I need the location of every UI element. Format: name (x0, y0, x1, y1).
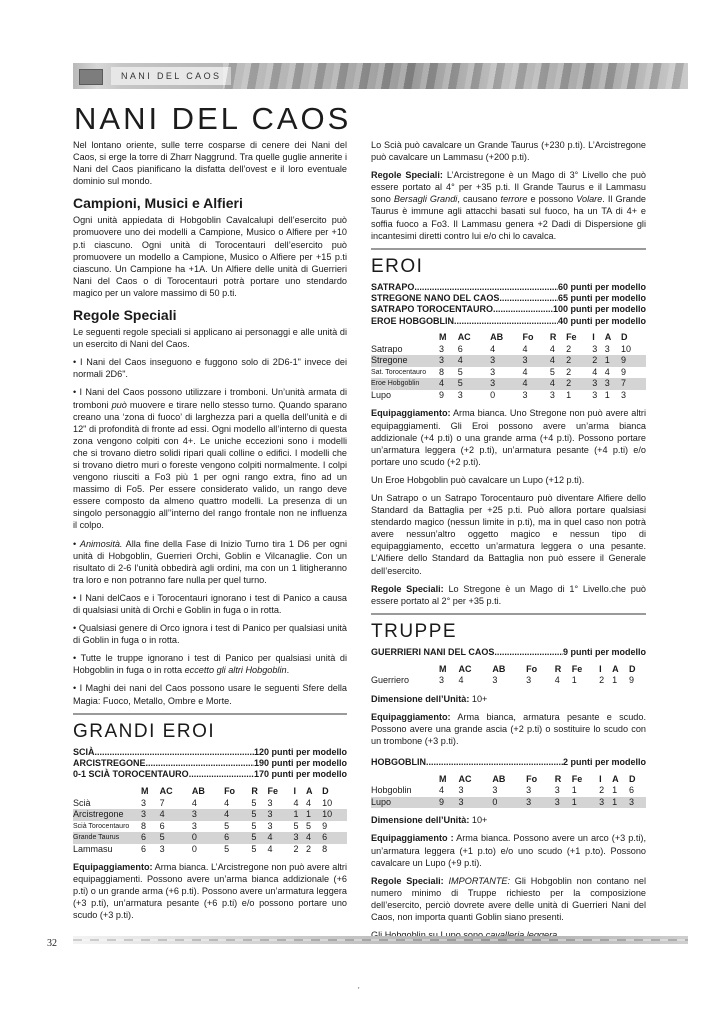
column-header: Fe (571, 663, 583, 674)
stat-cell: 5 (251, 820, 257, 831)
stat-cell: 4 (439, 785, 445, 796)
rule-1: • I Nani del Caos inseguono e fuggono solo di 2D6-1" invece dei normali 2D6". (73, 357, 347, 380)
column-header: A (305, 786, 313, 796)
stat-cell: 3 (159, 843, 165, 854)
stat-cell: 6 (159, 820, 165, 831)
stat-cell: 6 (629, 785, 635, 796)
stat-cell: 1 (571, 675, 577, 686)
eroi-cost-list (371, 282, 646, 327)
stat-cell: 1 (612, 675, 618, 686)
cost-line-dots (146, 758, 254, 769)
column-header: R (251, 786, 258, 796)
column-header: AB (191, 786, 205, 796)
stat-cell: 6 (141, 843, 147, 854)
truppe-heading: TRUPPE (371, 613, 646, 643)
cost-line-points: 100 punti per modello (552, 304, 646, 315)
mount-paragraph: Lo Scià può cavalcare un Grande Taurus (+230 p.ti). L’Arcistregone può cavalcare un Lammasu (+200 p.ti). (371, 140, 646, 163)
table-row (371, 797, 646, 809)
column-header: R (549, 332, 557, 343)
stat-cell: 3 (599, 797, 612, 809)
stat-cell: 5 (458, 378, 490, 390)
hobgoblin-equip-paragraph: Equipaggiamento : Arma bianca. Possono avere un arco (+3 p.ti), un’armatura leggera (+1 p.to) e/o uno scudo (+1 p.to). Possono cavalcare un Lupo (+9 p.ti). (371, 833, 646, 868)
hobgoblin-dim-paragraph: Dimensione dell’Unità: 10+ (371, 815, 488, 826)
column-header: D (322, 786, 329, 796)
table-header-row (371, 772, 646, 785)
stat-cell: 1 (566, 389, 572, 400)
header-label: NANI DEL CAOS (111, 67, 231, 85)
stat-cell: 4 (522, 378, 549, 390)
stat-cell: 5 (251, 843, 257, 854)
cost-line-name: STREGONE NANO DEL CAOS (371, 293, 500, 304)
table-row (73, 809, 347, 821)
stat-cell: 3 (592, 389, 598, 400)
stat-cell: 3 (522, 355, 549, 367)
table-row (371, 390, 646, 402)
stat-cell: 3 (439, 343, 445, 354)
cost-line-dots (189, 769, 254, 780)
cost-line (371, 304, 646, 315)
stat-cell: 2 (592, 355, 605, 367)
cost-line-points: 170 punti per modello (253, 769, 347, 780)
cost-line (371, 282, 646, 293)
row-label: Stregone (371, 355, 439, 367)
column-header: Fe (571, 773, 583, 784)
stat-cell: 3 (141, 797, 147, 808)
column-header: M (439, 332, 447, 343)
cost-line-name: SCIÀ (73, 746, 95, 757)
stat-cell: 4 (458, 355, 490, 367)
cost-line-points: 120 punti per modello (253, 746, 347, 757)
table-row (73, 798, 347, 810)
cost-line (73, 758, 347, 769)
stat-cell: 4 (191, 797, 197, 808)
guerrieri-stats-table (371, 662, 646, 687)
column-header: Fe (566, 332, 577, 343)
stat-cell: 3 (604, 343, 610, 354)
eroi-stats-table (371, 331, 646, 402)
stat-cell: 3 (605, 378, 621, 390)
cost-line-name: EROE HOBGOBLIN (371, 315, 455, 326)
stat-cell: 4 (550, 355, 566, 367)
cost-line (371, 293, 646, 304)
column-header: AC (457, 332, 471, 343)
table-row (73, 821, 347, 833)
row-label: Scià Torocentauro (73, 822, 130, 830)
stat-cell: 8 (322, 843, 328, 854)
grandi-equip-paragraph: Equipaggiamento: Arma bianca. L’Arcistregone non può avere altri equipaggiamenti. Possono avere un’arma bianca addizionale (+6 p.ti) o un grande arma (+6 p.ti). Possono avere un’armatura leggera (+3 p.ti), un’armatura pesante (+6 p.ti) e/o possono portare uno scudo (+3 p.ti). (73, 862, 347, 921)
rule-4: • I Nani delCaos e i Torocentauri ignorano i test di Panico a causa di qualsiasi unità di Orchi e Goblin in fuga o in rotta. (73, 592, 347, 615)
stat-cell: 4 (550, 378, 566, 390)
stat-cell: 5 (251, 832, 267, 844)
stat-cell: 2 (305, 843, 311, 854)
stat-cell: 3 (267, 809, 293, 821)
stat-cell: 1 (612, 797, 629, 809)
stat-cell: 4 (224, 809, 251, 821)
stat-cell: 3 (526, 675, 532, 686)
hobgoblin-regole-paragraph: Regole Speciali: IMPORTANTE: Gli Hobgoblin non contano nel numero minimo di Truppe richiesto per la composizione dell’esercito, perciò dovrete avere delle unità di Guerrieri Nani del Caos, non importa quanti Goblin siano presenti. (371, 875, 646, 922)
stat-cell: 3 (555, 797, 572, 809)
stat-cell: 3 (192, 809, 224, 821)
regole-intro: Le seguenti regole speciali si applicano ai personaggi e alle unità di un esercito di Nani del Caos. (73, 327, 347, 350)
column-header: Fo (526, 663, 538, 674)
table-row (371, 355, 646, 367)
rule-7: • I Maghi dei nani del Caos possono usare le seguenti Sfere della Magia: Fuoco, Metallo, Ombre e Morte. (73, 683, 347, 706)
guerrieri-dim-paragraph: Dimensione dell’Unità: 10+ (371, 693, 488, 704)
stat-cell: 3 (620, 389, 626, 400)
page-title: NANI DEL CAOS (74, 101, 352, 136)
stat-cell: 2 (566, 355, 592, 367)
column-header: M (439, 663, 447, 674)
stat-cell: 9 (629, 675, 635, 686)
stat-cell: 3 (549, 389, 555, 400)
stat-cell: 5 (160, 832, 192, 844)
cost-line-dots (493, 304, 553, 315)
column-header: AB (492, 663, 506, 674)
stat-cell: 5 (457, 366, 463, 377)
row-label: Guerriero (371, 675, 410, 686)
column-header: I (293, 786, 297, 796)
stat-cell: 9 (439, 797, 459, 809)
column-header: R (554, 663, 562, 674)
row-label: Eroe Hobgoblin (371, 378, 439, 390)
table-row (371, 785, 646, 797)
column-header: I (599, 773, 602, 784)
column-header: AB (490, 332, 504, 343)
column-header: AC (458, 663, 472, 674)
stat-cell: 3 (458, 785, 464, 796)
eroi-standard-paragraph: Un Satrapo o un Satrapo Torocentauro può diventare Alfiere dello Standard da Battaglia per +25 p.ti. Può allora portare qualsiasi stendardo magico (nessun limite in p.ti), ma in quel caso non potrà avere nessun’altro oggetto magico e nessun tipo di equipaggiamento, eccetto un’armatura leggera o una pesante. L’Alfiere dello Standard da Battaglia non può essere il Generale dell’esercito. (371, 493, 646, 576)
campioni-heading: Campioni, Musici e Alfieri (73, 195, 243, 212)
cost-line (73, 769, 347, 780)
stat-cell: 3 (439, 355, 458, 367)
table-header-row (371, 662, 646, 675)
table-header-row (73, 785, 347, 798)
table-row (371, 675, 646, 687)
stat-cell: 8 (141, 820, 147, 831)
column-header (73, 785, 141, 798)
stat-cell: 2 (566, 378, 592, 390)
column-header: Fo (224, 786, 236, 796)
stat-cell: 3 (554, 785, 560, 796)
stat-cell: 5 (224, 820, 230, 831)
eroi-regole-paragraph: Regole Speciali: Lo Stregone è un Mago di 1° Livello.che può essere portato al 2° per +35 p.ti. (371, 583, 646, 606)
right-column (371, 139, 646, 947)
campioni-paragraph: Ogni unità appiedata di Hobgoblin Cavalcalupi dell’esercito può promuovere uno dei modelli a Campione, Musico o Alfiere per +10 p.ti ciascuno. Ogni unità di Torocentauri dell’esercito può promuovere un modello a Campione, Musico o Alfiere per +15 p.ti ciascuno. Un Campione ha +1A. Un Alfiere delle unità di Guerrieri Nani del Caos o di Torocentauri potrà portare uno stendardo magico per un valore massimo di 50 p.ti. (73, 215, 347, 298)
stat-cell: 3 (191, 820, 197, 831)
column-header: Fo (526, 773, 538, 784)
column-header: D (629, 773, 636, 784)
stat-cell: 3 (439, 675, 445, 686)
stat-cell: 1 (604, 389, 610, 400)
stat-cell: 3 (490, 355, 522, 367)
column-header: A (604, 332, 612, 343)
stat-cell: 4 (267, 843, 273, 854)
column-header: AC (159, 786, 173, 796)
stat-cell: 9 (621, 355, 646, 367)
column-header (371, 331, 439, 344)
column-header: M (141, 786, 149, 796)
stat-cell: 1 (306, 809, 322, 821)
table-row (73, 832, 347, 844)
row-label: Lupo (371, 389, 392, 400)
table-row (73, 844, 347, 856)
stat-cell: 7 (159, 797, 165, 808)
stat-cell: 1 (605, 355, 621, 367)
column-header: R (554, 773, 562, 784)
cost-line-dots (414, 282, 558, 293)
stat-cell: 6 (322, 832, 347, 844)
stat-cell: 3 (492, 785, 498, 796)
table-row (371, 344, 646, 356)
stat-cell: 10 (322, 809, 347, 821)
stat-cell: 2 (566, 343, 572, 354)
column-header (371, 772, 439, 785)
column-header (371, 662, 439, 675)
stat-cell: 4 (224, 797, 230, 808)
stat-cell: 4 (267, 832, 293, 844)
stat-cell: 4 (305, 797, 311, 808)
stat-cell: 8 (439, 366, 445, 377)
column-header: I (599, 663, 602, 674)
stat-cell: 4 (439, 378, 458, 390)
stat-cell: 6 (141, 832, 160, 844)
cost-line-points: 65 punti per modello (557, 293, 646, 304)
rule-3: • Animosità. Alla fine della Fase di Inizio Turno tira 1 D6 per ogni unità di Hobgoblin, Guerrieri Orchi, Goblin e Vilcanaglie. Con un risultato di 2-6 l’unità obbedirà agli ordini, ma con un 1 litigheranno tra loro e non potranno fare nulla per quel turno. (73, 538, 347, 585)
column-header: D (629, 663, 636, 674)
table-row (371, 378, 646, 390)
table-header-row (371, 331, 646, 344)
stat-cell: 6 (224, 832, 251, 844)
cost-line-points: 190 punti per modello (253, 757, 347, 768)
hobgoblin-stats-table (371, 772, 646, 808)
cost-line (371, 316, 646, 327)
stat-cell: 3 (490, 366, 496, 377)
row-label: Lupo (371, 797, 439, 809)
cost-line-dots (499, 293, 558, 304)
stat-cell: 5 (224, 843, 230, 854)
stat-cell: 5 (549, 366, 555, 377)
row-label: Grande Taurus (73, 832, 141, 844)
stat-cell: 0 (490, 389, 496, 400)
cost-line-name: ARCISTREGONE (73, 757, 146, 768)
grandi-eroi-stats-table (73, 785, 347, 856)
header-bar (73, 63, 688, 89)
grandi-eroi-heading: GRANDI EROI (73, 713, 347, 743)
stat-cell: 5 (305, 820, 311, 831)
stat-cell: 9 (439, 389, 445, 400)
column-header: AC (458, 773, 472, 784)
page-number: 32 (47, 938, 57, 949)
rule-5: • Qualsiasi genere di Orco ignora i test di Panico per qualsiasi unità di Goblin in fuga o in rotta. (73, 623, 347, 646)
stat-cell: 5 (251, 797, 257, 808)
stat-cell: 3 (526, 797, 555, 809)
column-header: I (592, 332, 595, 343)
stat-cell: 3 (592, 343, 598, 354)
stat-cell: 5 (293, 820, 299, 831)
column-header: A (612, 773, 619, 784)
footer-bar (73, 936, 688, 944)
stat-cell: 0 (492, 797, 526, 809)
stat-cell: 4 (522, 366, 528, 377)
stat-cell: 2 (599, 785, 605, 796)
stat-cell: 3 (629, 797, 646, 809)
cost-line (73, 747, 347, 758)
stat-cell: 4 (458, 675, 464, 686)
guerrieri-equip-paragraph: Equipaggiamento: Arma bianca, armatura pesante e scudo. Possono avere una grande ascia (+2 p.ti) o sostituire lo scudo con un trombone (+3 p.ti). (371, 711, 646, 746)
row-label: Lammasu (73, 843, 113, 854)
stat-cell: 4 (160, 809, 192, 821)
guerrieri-cost-line: GUERRIERI NANI DEL CAOS ..... 9 punti per modello (371, 647, 646, 658)
stat-cell: 2 (293, 843, 299, 854)
stat-cell: 7 (621, 378, 646, 390)
stat-cell: 4 (549, 343, 555, 354)
stat-cell: 1 (572, 797, 599, 809)
stat-cell: 3 (294, 832, 306, 844)
left-column (73, 139, 347, 928)
stat-cell: 1 (612, 785, 618, 796)
stat-cell: 3 (267, 820, 273, 831)
column-header: M (439, 773, 447, 784)
cost-line-name: SATRAPO TOROCENTAURO (371, 304, 494, 315)
stat-cell: 2 (599, 675, 605, 686)
header-emblem-icon (79, 69, 103, 85)
eroi-equip-paragraph: Equipaggiamento: Arma bianca. Uno Stregone non può avere altri equipaggiamenti. Gli Eroi possono avere un’arma bianca addizionale (+4 p.ti) o una grande arma (+4 p.ti). Possono portare un’armatura leggera (+2 p.ti), un’armatura pesante (+4 p.ti) e/o portare uno scudo (+2 p.ti). (371, 408, 646, 467)
eroi-wolf-paragraph: Un Eroe Hobgoblin può cavalcare un Lupo (+12 p.ti). (371, 474, 585, 485)
row-label: Arcistregone (73, 809, 141, 821)
stat-cell: 5 (251, 809, 267, 821)
stat-cell: 3 (267, 797, 273, 808)
stat-cell: 10 (322, 797, 333, 808)
column-header: Fo (522, 332, 534, 343)
eroi-heading: EROI (371, 248, 646, 278)
stat-cell: 4 (522, 343, 528, 354)
grandi-eroi-cost-list (73, 747, 347, 781)
stat-cell: 3 (490, 378, 522, 390)
stat-cell: 4 (592, 366, 598, 377)
stat-cell: 3 (459, 797, 493, 809)
stat-cell: 3 (141, 809, 160, 821)
regole-heading: Regole Speciali (73, 307, 177, 324)
table-row (371, 367, 646, 379)
stat-cell: 4 (293, 797, 299, 808)
stat-cell: 0 (192, 832, 224, 844)
stat-cell: 1 (294, 809, 306, 821)
cost-line-name: 0-1 SCIÀ TOROCENTAURO (73, 769, 189, 780)
row-label: Satrapo (371, 343, 403, 354)
stat-cell: 0 (191, 843, 197, 854)
stat-cell: 4 (554, 675, 560, 686)
header-texture (223, 63, 688, 89)
row-label: Hobgoblin (371, 785, 412, 796)
stat-cell: 9 (322, 820, 328, 831)
intro-paragraph: Nel lontano oriente, sulle terre cosparse di cenere dei Nani del Caos, si erge la torre di Zharr Naggrund. Tra quelle guglie annerite i Nani del Caos pianificano la disfatta dell’ovest e il loro eventuale dominio sul mondo. (73, 140, 347, 187)
rule-2: • I Nani del Caos possono utilizzare i tromboni. Un’unità armata di tromboni può muovere e tirare nello stesso turno. Quando sparano creano una ‘zona di fuoco’ di larghezza pari a quella dell’unità e di 12" di profondità di fronte ad essi. Ogni modello all’interno di questa zona vengono colpiti con 4+. Le uniche eccezioni sono i modelli che si trovano dietro solidi ripari quali colline o edifici. I modelli che si trovano dietro muri o foreste vengono colpiti normalmente. I colpi vengono riusciti a Fo3 più 1 per ogni rango extra, fino ad un massimo di Fo5. Per essere considerato valido, un rango deve essere composto da almeno quattro modelli. La presenza di un singolo personaggio all’’interno del rango frontale non ne influenza il colpo. (73, 387, 347, 531)
rule-6: • Tutte le truppe ignorano i test di Panico per qualsiasi unità di Hobgoblin in fuga o in rotta eccetto gli altri Hobgoblin. (73, 653, 347, 676)
cost-line-points: 40 punti per modello (557, 315, 646, 326)
cost-line-points: 60 punti per modello (557, 281, 646, 292)
column-header: A (612, 663, 619, 674)
cost-line-dots (454, 316, 558, 327)
stat-cell: 3 (522, 389, 528, 400)
cost-line-name: SATRAPO (371, 281, 415, 292)
stat-cell: 10 (620, 343, 631, 354)
stat-cell: 6 (457, 343, 463, 354)
stat-cell: 4 (604, 366, 610, 377)
stat-cell: 3 (526, 785, 532, 796)
column-header: AB (492, 773, 506, 784)
row-label: Scià (73, 797, 91, 808)
stat-cell: 9 (620, 366, 626, 377)
column-header: Fe (267, 786, 278, 796)
column-header: D (620, 332, 628, 343)
stat-cell: 2 (566, 366, 572, 377)
bottom-mark: ' (358, 986, 360, 995)
stat-cell: 1 (571, 785, 577, 796)
stat-cell: 3 (492, 675, 498, 686)
stat-cell: 3 (592, 378, 605, 390)
cost-line-dots (95, 747, 254, 758)
stat-cell: 3 (457, 389, 463, 400)
hobgoblin-cost-line: HOBGOBLIN ..... 2 punti per modello (371, 757, 646, 768)
grandi-regole-paragraph: Regole Speciali: L’Arcistregone è un Mago di 3° Livello che può essere portato al 4° per +35 p.ti. Il Grande Taurus e il Lammasu sono Bersagli Grandi, causano terrore e possono Volare. Il Grande Taurus è immune agli attacchi basati sul fuoco, ha un TA di 4+ e soffia fuoco a Fo3. Il Lammasu genera +2 Dadi di Dispersione gli incantesimi diretti contro lui e/o chi lo cavalca. (371, 170, 646, 241)
stat-cell: 4 (306, 832, 322, 844)
stat-cell: 4 (490, 343, 496, 354)
row-label: Sat. Torocentauro (371, 368, 427, 376)
